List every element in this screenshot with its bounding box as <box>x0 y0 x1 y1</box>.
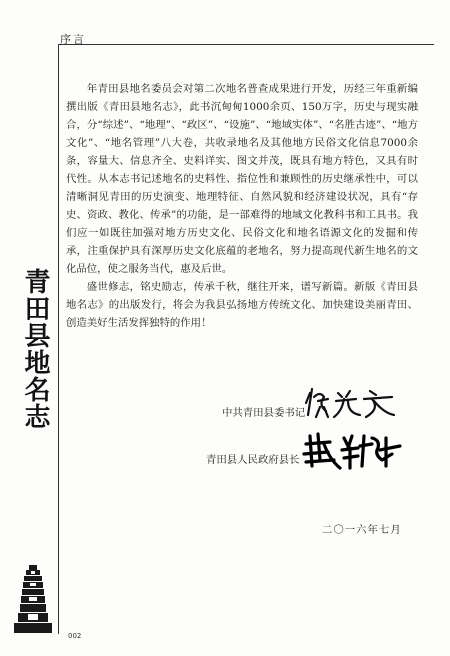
paragraph: 盛世修志，铭史励志，传承千秋，继往开来，谱写新篇。新版《青田县地名志》的出版发行，将会为我县弘扬地方传统文化、加快建设美丽青田、创造美好生活发挥独特的作用！ <box>66 281 418 329</box>
margin-rule <box>58 44 59 634</box>
header-rule <box>58 44 434 45</box>
section-label: 序言 <box>60 33 86 46</box>
paragraph: 年青田县地名委员会对第二次地名普查成果进行开发，历经三年重新编撰出版《青田县地名志》，此书沉甸甸1000余页、150万字，历史与现实融合，分“综述”、“地理”、“政区”、“设施”、“地域实体”、“名胜古迹”、“地方文化”、“地名管理”八大卷，共收录地名及其他地方民俗文化信息7000余条，容量大、信息齐全、史料详实、图文并茂，既具有地方特色，又具有时代性。从本志书记述地名的史料性、指位性和兼顾性的历史继承性中，可以清晰洞见青田的历史演变、地理特征、自然风貌和经济建设状况，具有“存史、资政、教化、传承”的功能，是一部难得的地域文化教科书和工具书。我们应一如既往加强对地方历史文化、民俗文化和地名语源文化的发掘和传承，注重保护具有深厚历史文化底蕴的老地名，努力提高现代新生地名的文化品位，使之服务当代，惠及后世。 <box>66 83 418 275</box>
date: 二〇一六年七月 <box>322 524 402 536</box>
county-head-title: 青田县人民政府县长 <box>206 454 300 466</box>
pagoda-icon <box>12 565 54 633</box>
party-secretary-signature <box>304 385 396 421</box>
preface-body <box>66 80 418 332</box>
side-title: 青田县地名志 <box>20 268 50 430</box>
party-secretary-title: 中共青田县委书记 <box>222 407 306 419</box>
page-number: 002 <box>68 632 82 640</box>
county-head-signature <box>300 430 404 472</box>
